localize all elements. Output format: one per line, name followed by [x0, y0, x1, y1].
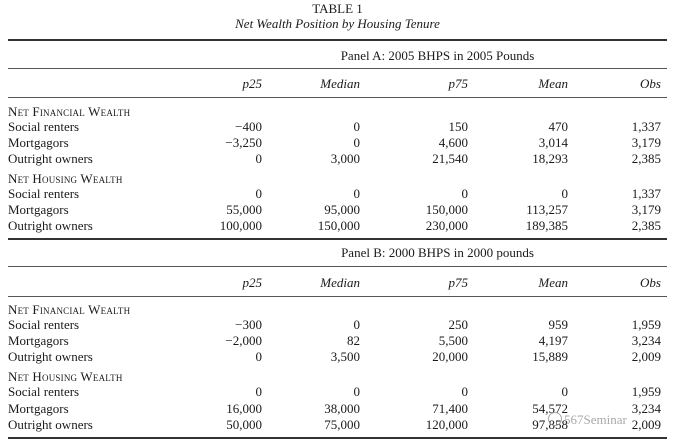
header-rule — [8, 296, 667, 297]
column-header: Median — [320, 275, 360, 290]
table-cell: 0 — [353, 135, 360, 150]
table-cell: 3,500 — [330, 349, 360, 364]
table-cell: 150 — [448, 119, 468, 134]
table-cell: 97,858 — [532, 417, 568, 432]
panel-title-rule — [8, 266, 667, 267]
row-label: Outright owners — [8, 417, 93, 432]
row-label: Mortgagors — [8, 333, 69, 348]
table-cell: 150,000 — [425, 202, 468, 217]
table-cell: 1,959 — [631, 384, 661, 399]
table-cell: 82 — [347, 333, 360, 348]
watermark-text: 567Seminar — [564, 412, 627, 427]
table-cell: −2,000 — [225, 333, 262, 348]
table-number: TABLE 1 — [312, 1, 363, 16]
table-cell: 54,572 — [532, 401, 568, 416]
row-label: Mortgagors — [8, 401, 69, 416]
column-header: Obs — [640, 76, 661, 91]
table-cell: 0 — [461, 186, 468, 201]
table-cell: 0 — [353, 186, 360, 201]
section-title: Net Housing Wealth — [8, 369, 123, 384]
table-cell: 2,009 — [631, 417, 661, 432]
table-cell: 3,179 — [631, 202, 661, 217]
table-cell: 16,000 — [226, 401, 262, 416]
table-cell: 2,385 — [631, 151, 661, 166]
panel-title: Panel B: 2000 BHPS in 2000 pounds — [341, 245, 534, 260]
table-cell: 71,400 — [432, 401, 468, 416]
column-header: p75 — [448, 275, 468, 290]
table-cell: 18,293 — [532, 151, 568, 166]
table-cell: 20,000 — [432, 349, 468, 364]
table-title: Net Wealth Position by Housing Tenure — [235, 16, 440, 31]
table-cell: 100,000 — [219, 218, 262, 233]
row-label: Outright owners — [8, 151, 93, 166]
table-cell: 2,385 — [631, 218, 661, 233]
table-cell: 50,000 — [226, 417, 262, 432]
header-rule — [8, 97, 667, 98]
table-bottom-rule — [8, 437, 667, 439]
table-cell: 0 — [353, 119, 360, 134]
table-cell: 120,000 — [425, 417, 468, 432]
panel-title-rule — [8, 68, 667, 69]
column-header: p75 — [448, 76, 468, 91]
row-label: Social renters — [8, 317, 80, 332]
table-cell: −300 — [235, 317, 262, 332]
row-label: Mortgagors — [8, 202, 69, 217]
table-cell: 0 — [255, 186, 262, 201]
column-header: Obs — [640, 275, 661, 290]
table-cell: 1,337 — [631, 186, 661, 201]
section-title: Net Financial Wealth — [8, 104, 131, 119]
table-cell: −3,250 — [225, 135, 262, 150]
table-cell: 150,000 — [317, 218, 360, 233]
table-cell: 959 — [548, 317, 568, 332]
column-header: Mean — [538, 275, 568, 290]
table-cell: 75,000 — [324, 417, 360, 432]
table-cell: 5,500 — [438, 333, 468, 348]
table-cell: 189,385 — [525, 218, 568, 233]
table-cell: 3,179 — [631, 135, 661, 150]
table-cell: 4,600 — [438, 135, 468, 150]
table-cell: 3,234 — [631, 401, 661, 416]
table-cell: 3,000 — [330, 151, 360, 166]
row-label: Social renters — [8, 186, 80, 201]
section-title: Net Financial Wealth — [8, 302, 131, 317]
table-cell: 0 — [353, 317, 360, 332]
watermark — [548, 412, 627, 428]
table-cell: 21,540 — [432, 151, 468, 166]
row-label: Social renters — [8, 119, 80, 134]
table-cell: 2,009 — [631, 349, 661, 364]
row-label: Social renters — [8, 384, 80, 399]
table-cell: −400 — [235, 119, 262, 134]
row-label: Outright owners — [8, 349, 93, 364]
table-cell: 230,000 — [425, 218, 468, 233]
table-cell: 15,889 — [532, 349, 568, 364]
column-header: Median — [320, 76, 360, 91]
wechat-icon — [548, 412, 562, 426]
row-label: Outright owners — [8, 218, 93, 233]
row-label: Mortgagors — [8, 135, 69, 150]
section-title: Net Housing Wealth — [8, 171, 123, 186]
table-cell: 3,014 — [538, 135, 568, 150]
table-cell: 1,337 — [631, 119, 661, 134]
column-header: Mean — [538, 76, 568, 91]
table-cell: 55,000 — [226, 202, 262, 217]
table-cell: 0 — [561, 186, 568, 201]
table-cell: 1,959 — [631, 317, 661, 332]
table-cell: 0 — [255, 349, 262, 364]
table-cell: 3,234 — [631, 333, 661, 348]
table-cell: 95,000 — [324, 202, 360, 217]
table-cell: 0 — [255, 151, 262, 166]
panel-title: Panel A: 2005 BHPS in 2005 Pounds — [340, 48, 535, 63]
table-cell: 250 — [448, 317, 468, 332]
column-header: p25 — [242, 275, 262, 290]
panel-top-rule — [8, 39, 667, 41]
table-cell: 0 — [353, 384, 360, 399]
table-cell: 0 — [461, 384, 468, 399]
table-cell: 0 — [255, 384, 262, 399]
table-cell: 470 — [548, 119, 568, 134]
table-cell: 38,000 — [324, 401, 360, 416]
table-cell: 0 — [561, 384, 568, 399]
column-header: p25 — [242, 76, 262, 91]
panel-top-rule — [8, 238, 667, 240]
table-cell: 113,257 — [526, 202, 568, 217]
table-cell: 4,197 — [538, 333, 568, 348]
